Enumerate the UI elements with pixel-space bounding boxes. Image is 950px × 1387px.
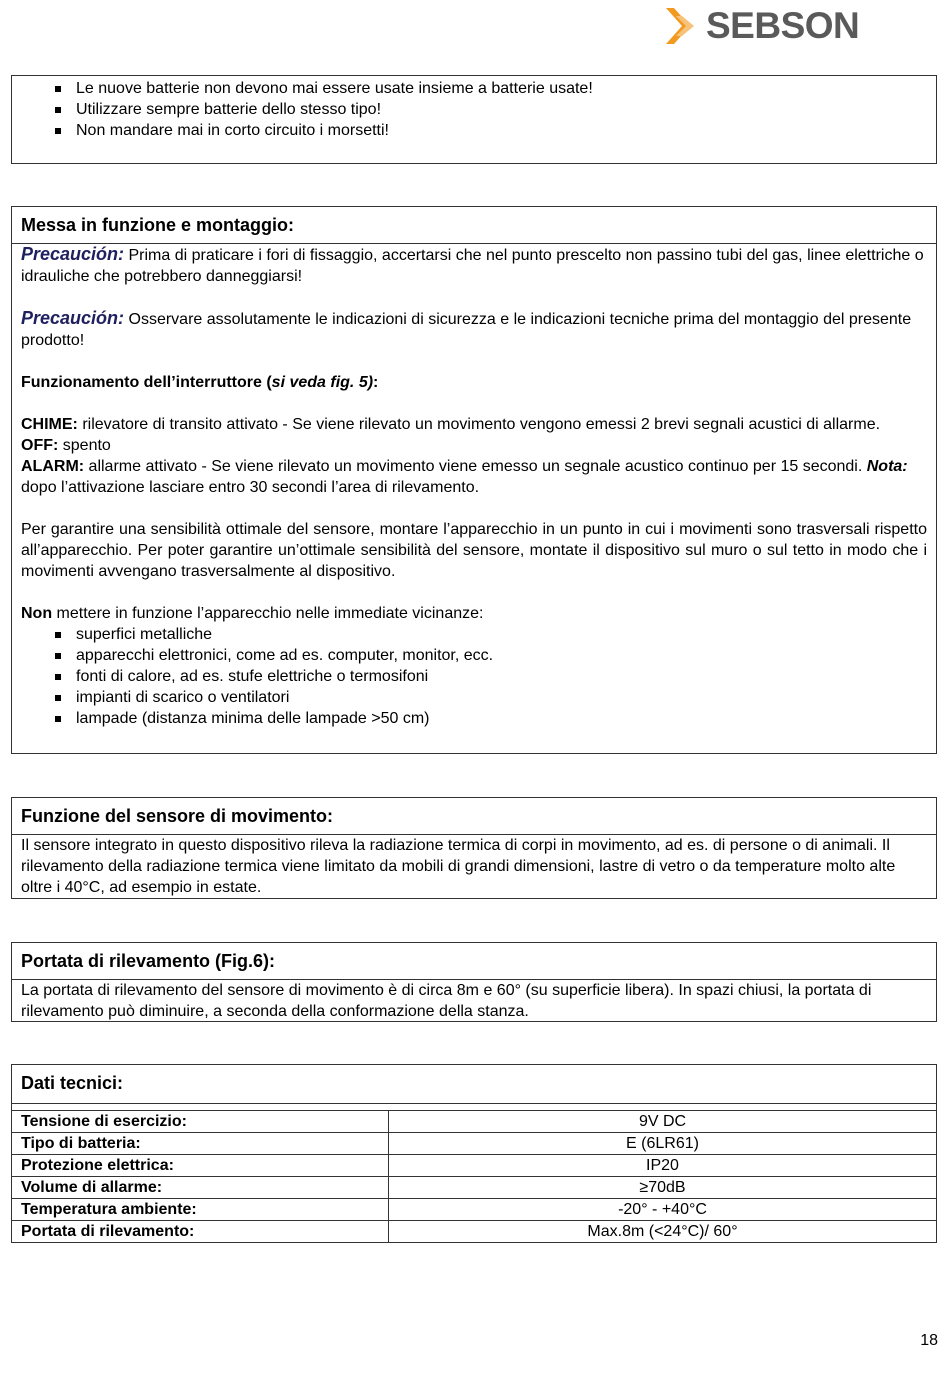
alarm-mode xyxy=(21,456,927,498)
section-title: Messa in funzione e montaggio: xyxy=(12,207,936,244)
technical-data-table xyxy=(11,1110,937,1243)
section-body xyxy=(12,244,936,729)
list-item: apparecchi elettronici, come ad es. computer, monitor, ecc. xyxy=(12,645,927,666)
caution-label: Precaución: xyxy=(21,308,125,328)
mode-label: OFF: xyxy=(21,437,59,454)
table-row: Temperatura ambiente: -20° - +40°C xyxy=(12,1199,937,1221)
mode-text: spento xyxy=(58,437,111,454)
detection-range-section xyxy=(11,942,937,1022)
page-number: 18 xyxy=(920,1332,938,1349)
list-item: impianti di scarico o ventilatori xyxy=(12,687,927,708)
brand-logo xyxy=(660,4,885,48)
list-item: Le nuove batterie non devono mai essere usate insieme a batterie usate! xyxy=(12,78,936,99)
table-row: Protezione elettrica: IP20 xyxy=(12,1155,937,1177)
table-row: Tensione di esercizio: 9V DC xyxy=(12,1111,937,1133)
caution-text: Prima di praticare i fori di fissaggio, accertarsi che nel punto prescelto non passino tubi del gas, linee elettriche o idrauliche che potrebbero danneggiarsi! xyxy=(21,247,924,285)
off-mode xyxy=(21,435,927,456)
logo-wordmark: SEBSON xyxy=(706,5,860,46)
table-row: Portata di rilevamento: Max.8m (<24°C)/ 60° xyxy=(12,1221,937,1243)
note-label: Nota: xyxy=(866,458,908,475)
note-text: dopo l’attivazione lasciare entro 30 secondi l’area di rilevamento. xyxy=(21,479,480,496)
section-title: Portata di rilevamento (Fig.6): xyxy=(12,943,936,980)
caution-paragraph xyxy=(21,244,927,287)
sensitivity-paragraph: Per garantire una sensibilità ottimale del sensore, montare l’apparecchio in un punto in cui i movimenti sono trasversali rispetto all’apparecchio. Per poter garantire un’ottimale sensibilità del sensore, montate il dispositivo sul muro o sul tetto in modo che i movimenti avvengano trasversalmente al dispositivo. xyxy=(21,521,927,580)
list-item: Utilizzare sempre batterie dello stesso tipo! xyxy=(12,99,936,120)
section-text: La portata di rilevamento del sensore di movimento è di circa 8m e 60° (su superficie libera). In spazi chiusi, la portata di rilevamento può diminuire, a seconda della conformazione della stanza. xyxy=(21,982,872,1020)
switch-heading: Funzionamento dell’interruttore (si veda fig. 5): xyxy=(21,374,379,391)
list-item: fonti di calore, ad es. stufe elettriche o termosifoni xyxy=(12,666,927,687)
section-title: Funzione del sensore di movimento: xyxy=(12,798,936,835)
list-item: superfici metalliche xyxy=(12,624,927,645)
battery-warnings-box xyxy=(11,75,937,164)
motion-sensor-section xyxy=(11,797,937,899)
caution-label: Precaución: xyxy=(21,244,125,264)
caution-paragraph xyxy=(21,308,927,351)
avoid-list xyxy=(12,624,927,729)
setup-section xyxy=(11,206,937,754)
mode-label: ALARM: xyxy=(21,458,85,475)
caution-text: Osservare assolutamente le indicazioni di sicurezza e le indicazioni tecniche prima del montaggio del presente prodotto! xyxy=(21,311,912,349)
battery-warnings-list xyxy=(12,78,936,141)
chime-mode xyxy=(21,414,927,435)
mode-label: CHIME: xyxy=(21,416,78,433)
mode-text: allarme attivato - Se viene rilevato un movimento viene emesso un segnale acustico continuo per 15 secondi. xyxy=(84,458,867,475)
list-item: Non mandare mai in corto circuito i morsetti! xyxy=(12,120,936,141)
switch-figure-ref: si veda fig. 5) xyxy=(271,374,374,391)
mode-text: rilevatore di transito attivato - Se viene rilevato un movimento vengono emessi 2 brevi segnali acustici di allarme. xyxy=(77,416,881,433)
avoid-lead: Non mettere in funzione l’apparecchio nelle immediate vicinanze: xyxy=(21,605,484,622)
table-row: Tipo di batteria: E (6LR61) xyxy=(12,1133,937,1155)
section-title: Dati tecnici: xyxy=(12,1065,936,1104)
technical-data-section xyxy=(11,1064,937,1243)
table-row: Volume di allarme: ≥70dB xyxy=(12,1177,937,1199)
list-item: lampade (distanza minima delle lampade >50 cm) xyxy=(12,708,927,729)
sebson-chevron-icon xyxy=(660,6,704,46)
switch-heading-text: Funzionamento dell’interruttore ( xyxy=(21,374,272,391)
section-text: Il sensore integrato in questo dispositivo rileva la radiazione termica di corpi in movimento, ad es. di persone o di animali. Il rilevamento della radiazione termica viene limitato da mobili di grandi dimensioni, lastre di vetro o da temperature molto alte oltre i 40°C, ad esempio in estate. xyxy=(21,837,896,896)
